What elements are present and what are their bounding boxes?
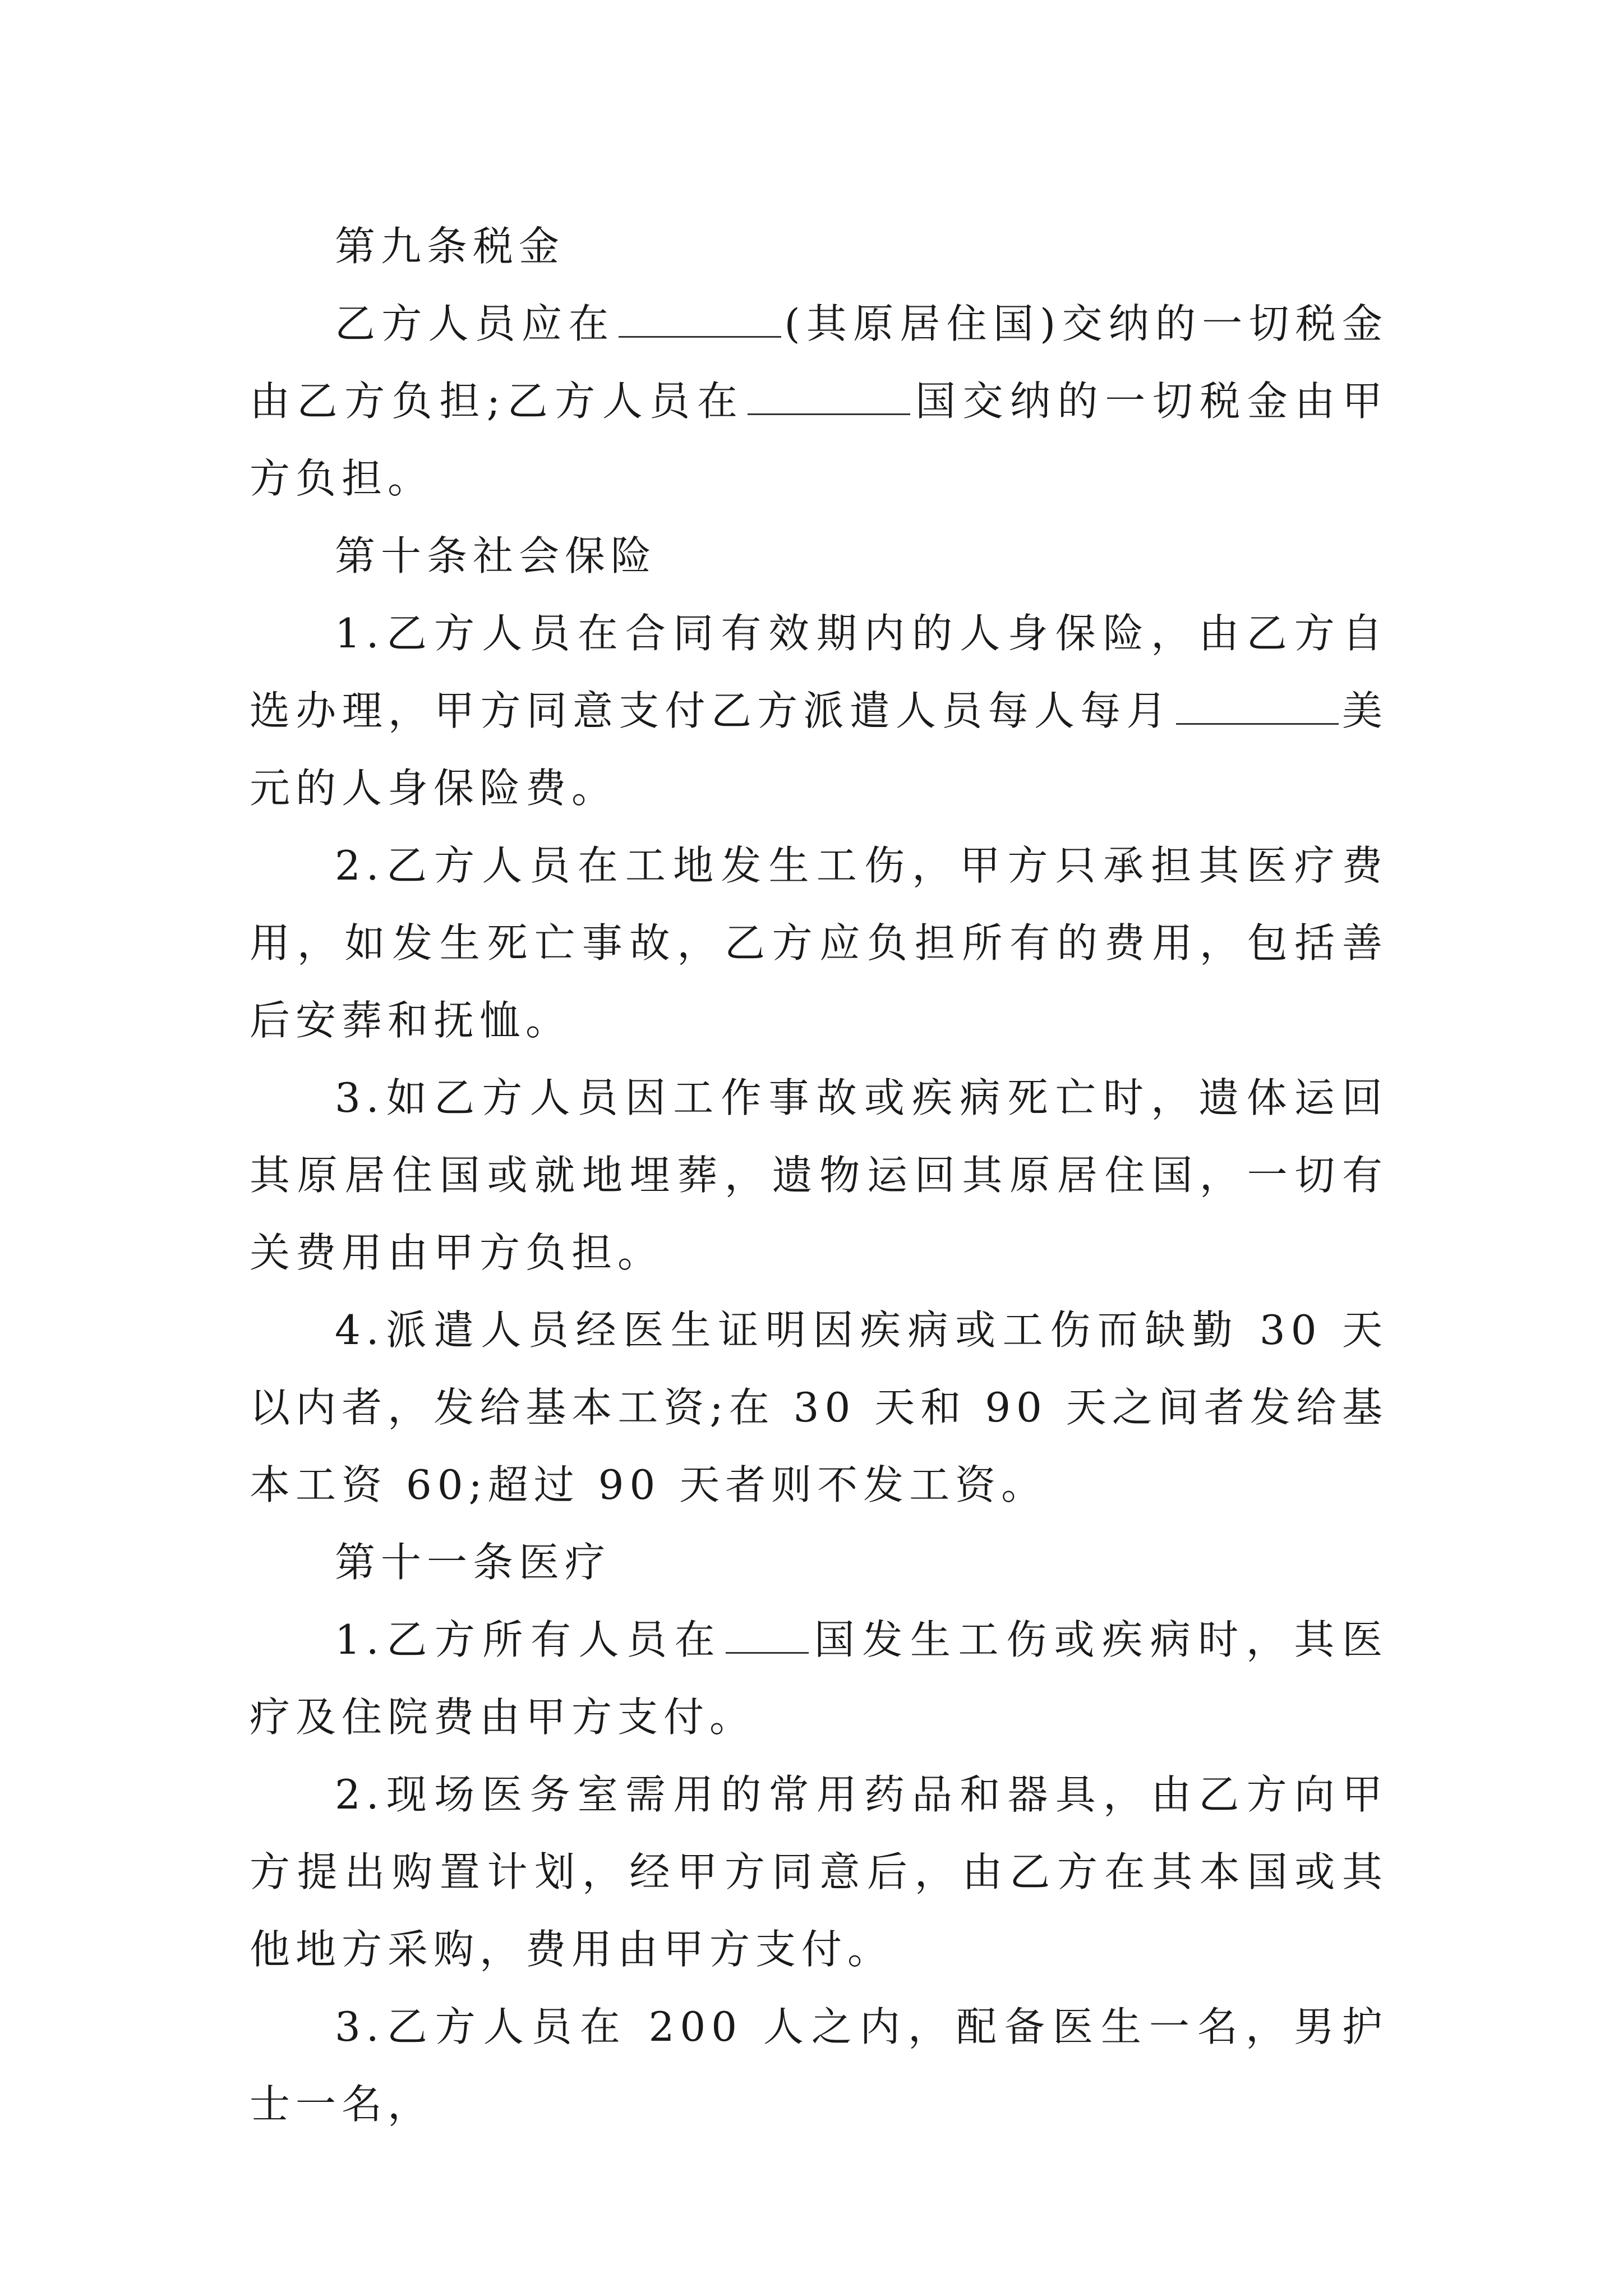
article-10-item-1 (250, 595, 1388, 827)
article-11-item-3: 3.乙方人员在 200 人之内，配备医生一名，男护士一名， (250, 2003, 1388, 2128)
article-11-heading-text: 第十一条医疗 (335, 1539, 611, 1586)
article-10-item-2: 2.乙方人员在工地发生工伤，甲方只承担其医疗费用，如发生死亡事故，乙方应负担所有的费用，包括善后安葬和抚恤。 (250, 842, 1388, 1044)
article-11-item-1-part2: 国发生工伤或疾病时，其医疗及住院费由甲方支付。 (250, 1616, 1388, 1741)
article-9-paragraph (250, 285, 1388, 517)
document-body (250, 208, 1388, 2143)
article-11-item-1-part1: 1.乙方所有人员在 (335, 1616, 723, 1663)
article-11-heading (250, 1524, 1388, 1601)
article-10-item-1-part1: 1.乙方人员在合同有效期内的人身保险，由乙方自选办理，甲方同意支付乙方派遣人员每人每月 (250, 610, 1388, 734)
article-9-text-part1: 乙方人员应在 (335, 300, 615, 347)
article-11-item-2: 2.现场医务室需用的常用药品和器具，由乙方向甲方提出购置计划，经甲方同意后，由乙方在其本国或其他地方采购，费用由甲方支付。 (250, 1771, 1388, 1973)
blank-line (1176, 688, 1339, 725)
article-10-item-1-part2: 美元的人身保险费。 (250, 687, 1388, 812)
blank-line (748, 379, 910, 415)
blank-line (619, 301, 781, 338)
article-10-heading-text: 第十条社会保险 (335, 532, 657, 579)
article-9-heading-text: 第九条税金 (335, 223, 565, 270)
article-9-heading (250, 208, 1388, 285)
article-10-heading (250, 517, 1388, 595)
article-10-item-4: 4.派遣人员经医生证明因疾病或工伤而缺勤 30 天以内者，发给基本工资;在 30 天和 90 天之间者发给基本工资 60;超过 90 天者则不发工资。 (250, 1306, 1388, 1508)
article-11-item-1 (250, 1601, 1388, 1756)
article-10-item-3: 3.如乙方人员因工作事故或疾病死亡时，遗体运回其原居住国或就地埋葬，遗物运回其原居住国，一切有关费用由甲方负担。 (250, 1074, 1388, 1276)
blank-line (726, 1617, 809, 1654)
article-9-text-part3: 国交纳的一切税金由甲方负担。 (250, 378, 1388, 502)
article-9-text-part2: (其原居住国)交纳的一切税金由乙方负担;乙方人员在 (250, 300, 1388, 425)
